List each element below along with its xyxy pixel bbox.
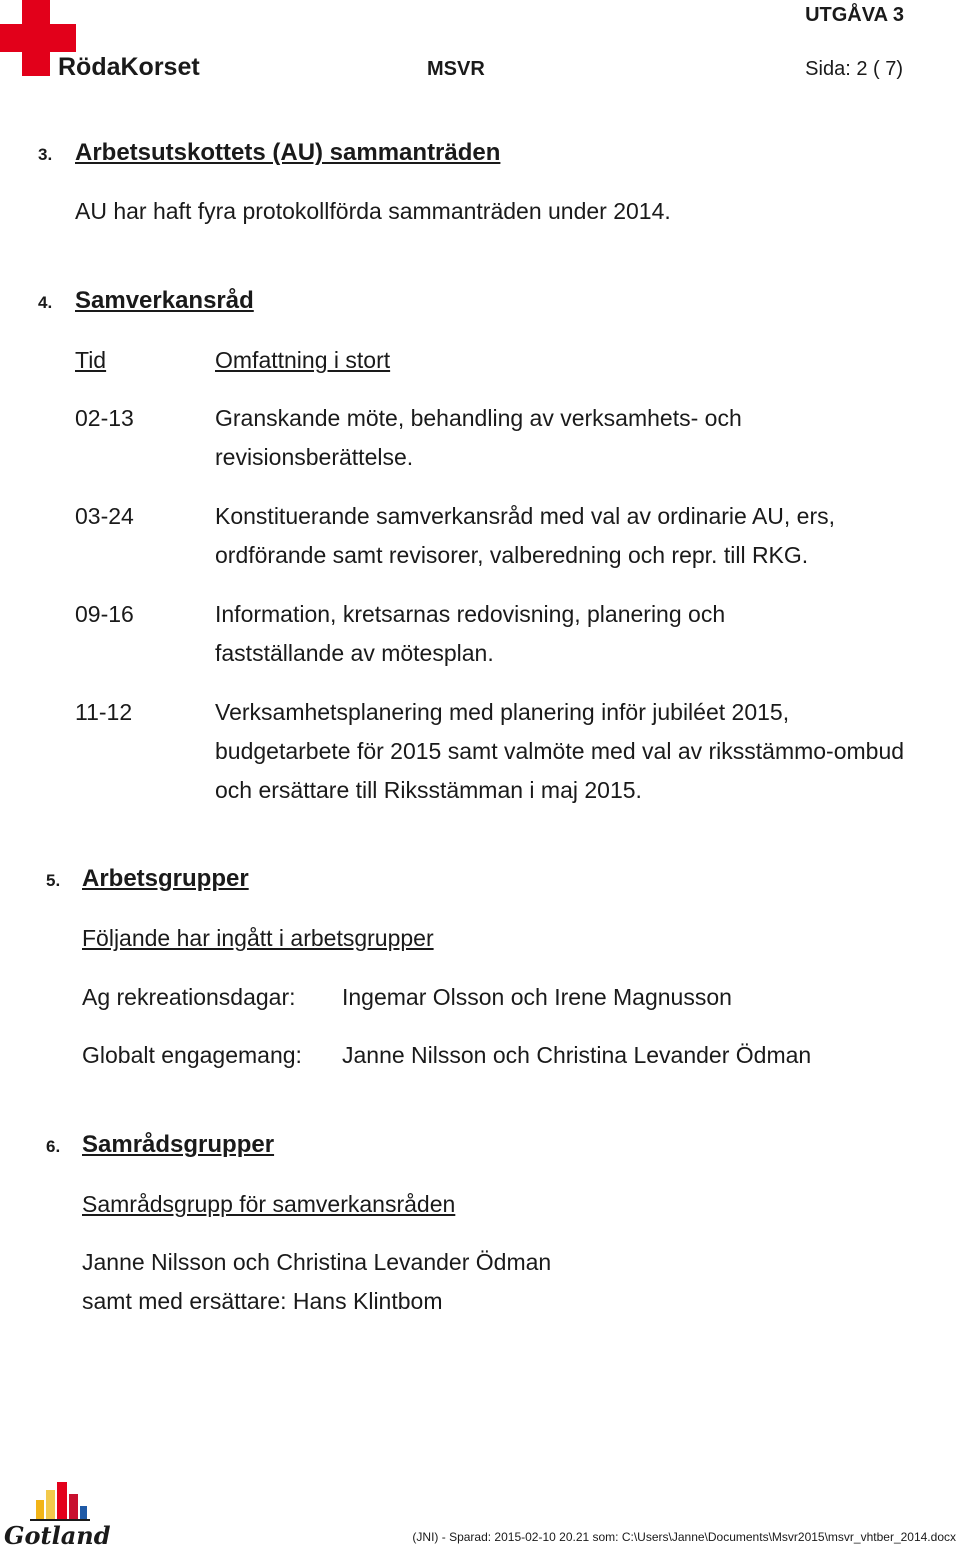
page-number: Sida: 2 ( 7) [805,58,903,80]
meeting-date: 11-12 [75,699,133,725]
group-members: Ingemar Olsson och Irene Magnusson [342,984,732,1010]
section-6-title: Samrådsgrupper [82,1131,275,1158]
column-header-time: Tid [75,347,107,373]
section-6-number: 6. [46,1137,61,1156]
group-members: Janne Nilsson och Christina Levander Ödman [342,1042,812,1068]
section-4-number: 4. [38,293,53,312]
org-label: MSVR [427,58,485,80]
meeting-description: Information, kretsarnas redovisning, planering och fastställande av mötesplan. [215,601,726,666]
meeting-description: Granskande möte, behandling av verksamhets- och revisionsberättelse. [215,405,742,470]
meeting-date: 03-24 [75,503,134,529]
section-6-subtitle: Samrådsgrupp för samverkansråden [82,1191,456,1217]
meeting-description: Konstituerande samverkansråd med val av ordinarie AU, ers, ordförande samt revisorer, valberedning och repr. till RKG. [215,503,836,568]
gotland-icon [0,1478,110,1550]
section-6-line-1: Janne Nilsson och Christina Levander Ödman [82,1249,552,1275]
meeting-date: 02-13 [75,405,134,431]
section-5-number: 5. [46,871,61,890]
edition-label: UTGÅVA 3 [805,4,904,26]
section-3-title: Arbetsutskottets (AU) sammanträden [75,139,501,166]
svg-text:Gotland: Gotland [4,1521,110,1550]
gotland-logo [0,1478,110,1550]
red-cross-logo [0,0,210,80]
section-6-line-2: samt med ersättare: Hans Klintbom [82,1288,443,1314]
meeting-date: 09-16 [75,601,134,627]
svg-text:RödaKorset: RödaKorset [58,53,200,80]
section-3-text: AU har haft fyra protokollförda sammanträden under 2014. [75,198,671,224]
section-5-subtitle: Följande har ingått i arbetsgrupper [82,925,434,951]
section-5-title: Arbetsgrupper [82,865,249,892]
footer-file-path: (JNI) - Sparad: 2015-02-10 20.21 som: C:\Users\Janne\Documents\Msvr2015\msvr_vhtber_2014.docx [412,1530,956,1544]
section-3-number: 3. [38,145,53,164]
group-label: Globalt engagemang: [82,1042,302,1068]
column-header-scope: Omfattning i stort [215,347,391,373]
meeting-description: Verksamhetsplanering med planering inför jubiléet 2015, budgetarbete för 2015 samt valmöte med val av riksstämmo-ombud och ersättare till Riksstämman i maj 2015. [215,699,905,803]
section-4-title: Samverkansråd [75,287,254,314]
red-cross-icon [0,0,210,80]
group-label: Ag rekreationsdagar: [82,984,296,1010]
